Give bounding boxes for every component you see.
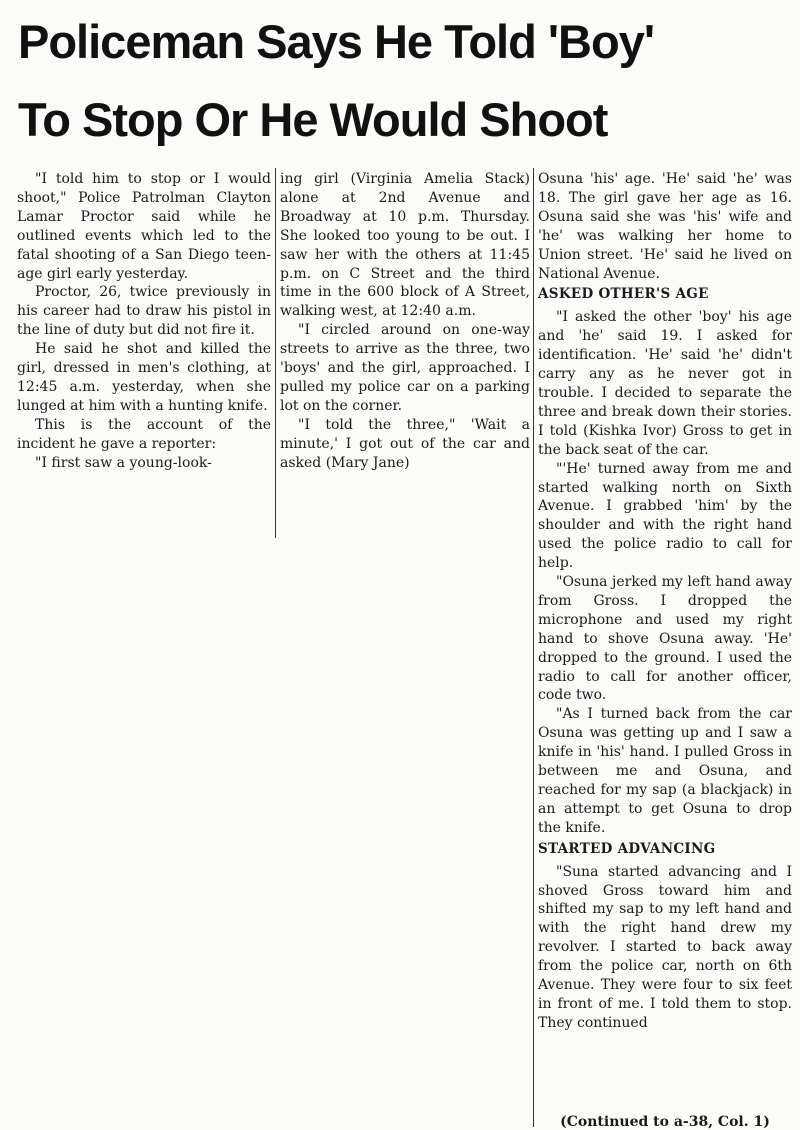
paragraph: "I told him to stop or I would shoot," Police Patrolman Clayton Lamar Proctor said while he outlined events which led to the fatal shooting of a San Diego teen-age girl early yesterday. [17,171,271,282]
column-rule [533,168,534,1127]
subheading: ASKED OTHER'S AGE [538,286,709,303]
paragraph: Proctor, 26, twice previously in his career had to draw his pistol in the line of duty but did not fire it. [17,284,271,339]
paragraph: "Suna started advancing and I shoved Gross toward him and shifted my sap to my left hand and with the right hand drew my revolver. I started to back away from the police car, north on 6th Avenue. They were four to six feet in front of me. I told them to stop. They continued [538,863,792,1031]
paragraph: "I first saw a young-look- [35,454,212,471]
column-rule [275,168,276,538]
paragraph: "Osuna jerked my left hand away from Gross. I dropped the microphone and used my right hand to shove Osuna away. 'He' dropped to the ground. I used the radio to call for another officer, code two. [538,574,792,704]
paragraph: "I told the three," 'Wait a minute,' I got out of the car and asked (Mary Jane) [280,416,530,471]
paragraph: "I asked the other 'boy' his age and 'he' said 19. I asked for identification. 'He' said 'he' didn't carry any as he never got in trouble. I decided to separate the three and break down their stories. I told (Kishka Ivor) Gross to get in the back seat of the car. [538,309,792,458]
subheading: STARTED ADVANCING [538,840,716,857]
headline-line-2: To Stop Or He Would Shoot [18,93,608,146]
headline-line-1: Policeman Says He Told 'Boy' [18,15,655,68]
paragraph: He said he shot and killed the girl, dressed in men's clothing, at 12:45 a.m. yesterday, when she lunged at him with a hunting knife. [17,341,271,414]
paragraph: "'He' turned away from me and started walking north on Sixth Avenue. I grabbed 'him' by the shoulder and with the right hand used the police radio to call for help. [538,460,792,572]
paragraph: This is the account of the incident he gave a reporter: [17,416,271,452]
continued-line: (Continued to a-38, Col. 1) [560,1114,770,1130]
paragraph: ing girl (Virginia Amelia Stack) alone at 2nd Avenue and Broadway at 10 p.m. Thursday. She looked too young to be out. I saw her with the others at 11:45 p.m. on C Street and the third time in the 600 block of A Street, walking west, at 12:40 a.m. [280,171,530,320]
paragraph: Osuna 'his' age. 'He' said 'he' was 18. The girl gave her age as 16. Osuna said she was 'his' wife and 'he' was walking her home to Union street. 'He' said he lived on National Avenue. [538,171,792,282]
paragraph: "I circled around on one-way streets to arrive as the three, two 'boys' and the girl, approached. I pulled my police car on a parking lot on the corner. [280,322,530,414]
article-column-3 [538,170,792,1033]
paragraph: "As I turned back from the car Osuna was getting up and I saw a knife in 'his' hand. I pulled Gross in between me and Osuna, and reached for my sap (a blackjack) in an attempt to get Osuna to drop the knife. [538,706,792,836]
article-column-2 [280,170,530,473]
article-column-1 [17,170,271,473]
